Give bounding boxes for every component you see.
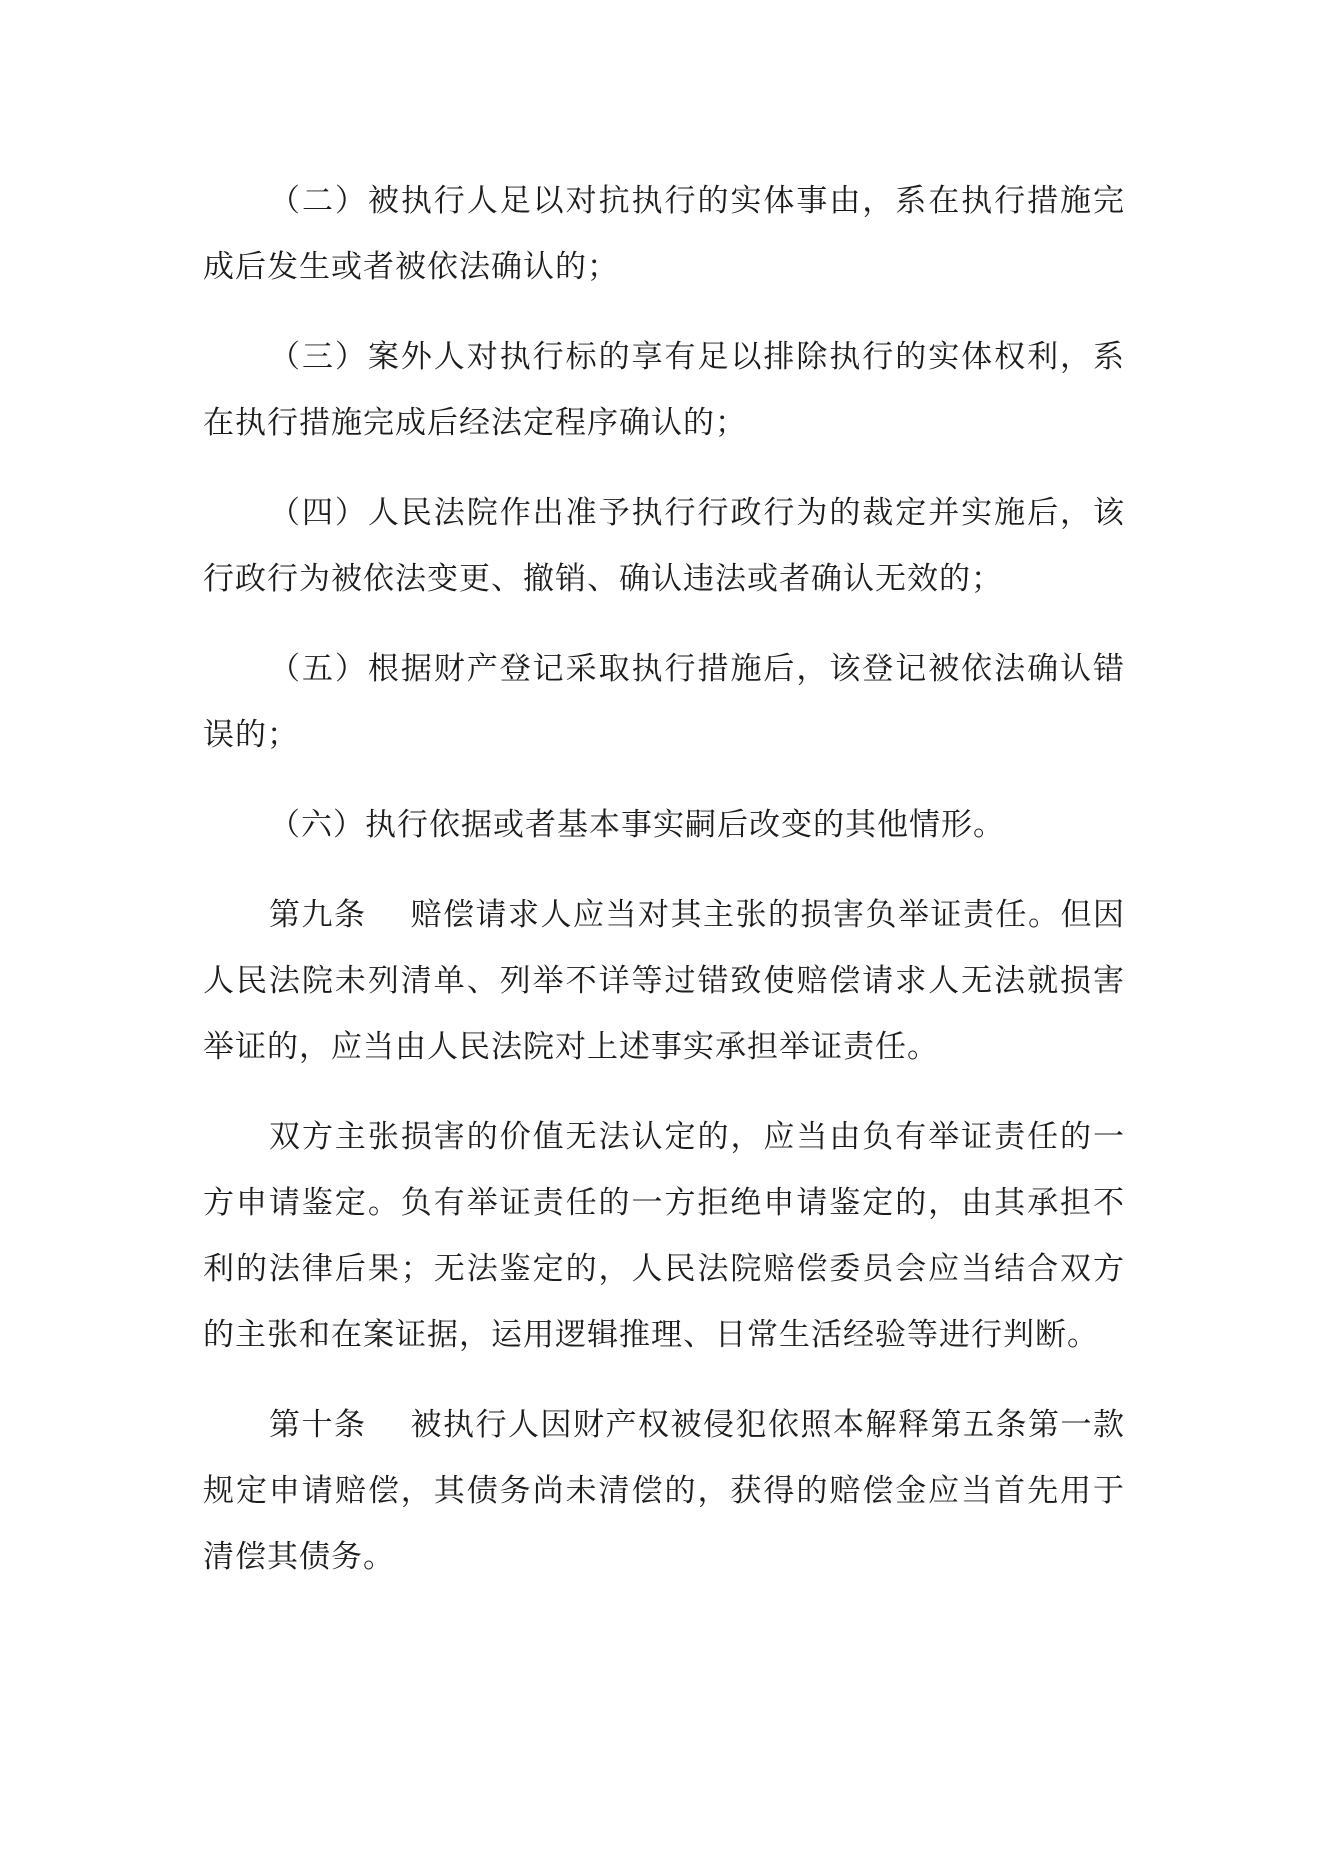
paragraph-item-5 [203,636,1125,768]
paragraph-text: 双方主张损害的价值无法认定的，应当由负有举证责任的一方申请鉴定。负有举证责任的一方拒绝申请鉴定的，由其承担不利的法律后果；无法鉴定的，人民法院赔偿委员会应当结合双方的主张和在案证据，运用逻辑推理、日常生活经验等进行判断。 [203,1119,1125,1353]
article-number: 第九条 [269,897,367,933]
paragraph-item-3 [203,324,1125,456]
article-9 [203,882,1125,1080]
paragraph-text: 被执行人因财产权被侵犯依照本解释第五条第一款规定申请赔偿，其债务尚未清偿的，获得的赔偿金应当首先用于清偿其债务。 [203,1407,1125,1575]
paragraph-item-4 [203,480,1125,612]
article-9-paragraph-2 [203,1104,1125,1368]
paragraph-text: （六）执行依据或者基本事实嗣后改变的其他情形。 [269,807,1005,843]
paragraph-text: （二）被执行人足以对抗执行的实体事由，系在执行措施完成后发生或者被依法确认的； [203,183,1125,285]
paragraph-text: （四）人民法院作出准予执行行政行为的裁定并实施后，该行政行为被依法变更、撤销、确认违法或者确认无效的； [203,495,1125,597]
article-10 [203,1392,1125,1590]
paragraph-text: （五）根据财产登记采取执行措施后，该登记被依法确认错误的； [203,651,1125,753]
paragraph-item-6 [203,792,1125,858]
paragraph-item-2 [203,168,1125,300]
document-body [203,168,1125,1614]
paragraph-text: （三）案外人对执行标的享有足以排除执行的实体权利，系在执行措施完成后经法定程序确认的； [203,339,1125,441]
article-number: 第十条 [269,1407,367,1443]
paragraph-text: 赔偿请求人应当对其主张的损害负举证责任。但因人民法院未列清单、列举不详等过错致使赔偿请求人无法就损害举证的，应当由人民法院对上述事实承担举证责任。 [203,897,1125,1065]
